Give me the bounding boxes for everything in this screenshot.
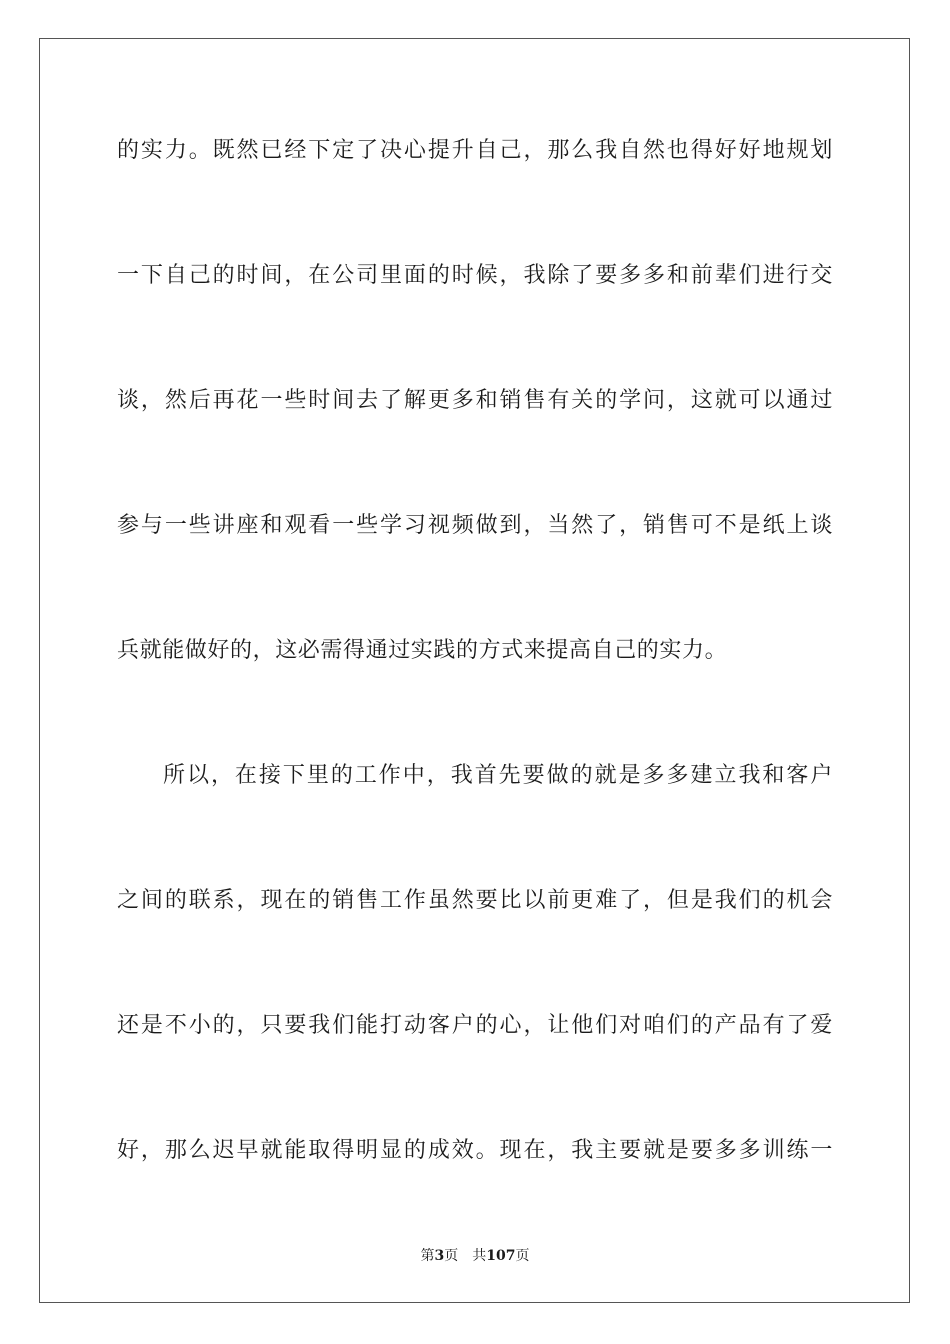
text-line-4: 参与一些讲座和观看一些学习视频做到，当然了，销售可不是纸上谈 <box>117 513 833 538</box>
footer-total-prefix: 共 <box>472 1248 487 1264</box>
text-line-5: 兵就能做好的，这必需得通过实践的方式来提高自己的实力。 <box>117 638 728 663</box>
text-line-9: 好，那么迟早就能取得明显的成效。现在，我主要就是要多多训练一 <box>117 1138 833 1163</box>
footer-page-number: 3 <box>434 1248 445 1264</box>
text-line-8: 还是不小的，只要我们能打动客户的心，让他们对咱们的产品有了爱 <box>117 1013 833 1038</box>
text-line-2: 一下自己的时间，在公司里面的时候，我除了要多多和前辈们进行交 <box>117 263 833 288</box>
page-footer <box>0 1246 950 1266</box>
footer-total-pages: 107 <box>486 1248 516 1264</box>
page-border <box>39 38 910 1303</box>
footer-total-suffix: 页 <box>515 1248 530 1264</box>
footer-page-prefix: 第 <box>420 1248 435 1264</box>
footer-page-suffix: 页 <box>444 1248 459 1264</box>
text-line-6: 所以，在接下里的工作中，我首先要做的就是多多建立我和客户 <box>163 763 833 788</box>
text-line-7: 之间的联系，现在的销售工作虽然要比以前更难了，但是我们的机会 <box>117 888 833 913</box>
text-line-1: 的实力。既然已经下定了决心提升自己，那么我自然也得好好地规划 <box>117 138 833 163</box>
text-line-3: 谈，然后再花一些时间去了解更多和销售有关的学问，这就可以通过 <box>117 388 833 413</box>
